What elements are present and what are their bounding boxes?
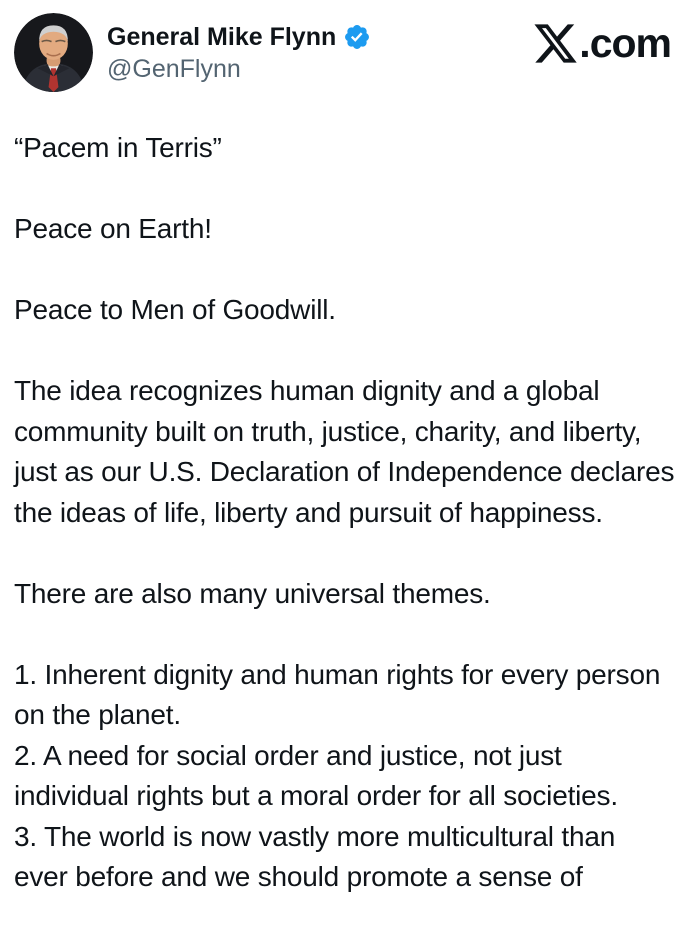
avatar[interactable] xyxy=(14,13,93,92)
site-logo[interactable] xyxy=(532,20,671,67)
profile-photo-icon xyxy=(14,13,93,92)
post-paragraph: 1. Inherent dignity and human rights for every person on the planet. xyxy=(14,658,661,730)
post-paragraph: Peace to Men of Goodwill. xyxy=(14,294,336,325)
post-paragraph: There are also many universal themes. xyxy=(14,577,491,609)
user-handle[interactable]: @GenFlynn xyxy=(107,55,241,83)
post-paragraph: Peace on Earth! xyxy=(14,213,212,244)
display-name[interactable]: General Mike Flynn xyxy=(107,23,337,51)
x-logo-icon xyxy=(532,20,579,67)
post-paragraph: 3. The world is now vastly more multicultural than ever before and we should promote a sense of xyxy=(14,820,616,892)
author-identity xyxy=(107,13,371,84)
verified-badge-icon xyxy=(343,23,371,51)
author-block xyxy=(14,13,371,92)
post-paragraph: The idea recognizes human dignity and a global community built on truth, justice, charity, and liberty, just as our U.S. Declaration of Independence declares the ideas of life, liberty and pursuit of happiness. xyxy=(14,375,675,528)
post-paragraph: “Pacem in Terris” xyxy=(14,132,222,163)
post-paragraph: 2. A need for social order and justice, not just individual rights but a moral order for all societies. xyxy=(14,739,618,811)
site-logo-suffix: .com xyxy=(579,20,671,66)
post-header xyxy=(0,0,689,92)
post-body xyxy=(0,128,689,898)
